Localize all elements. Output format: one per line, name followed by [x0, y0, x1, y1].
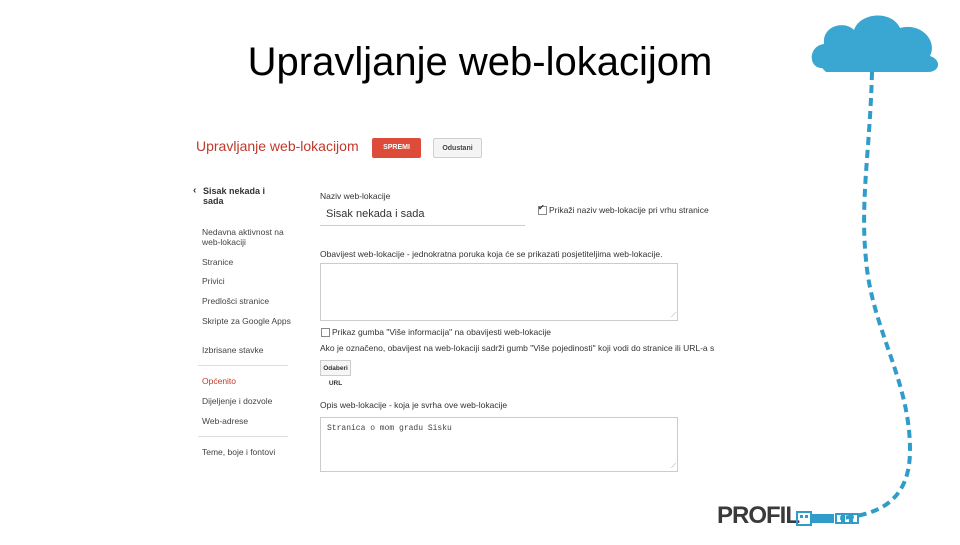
chevron-left-icon: ‹: [193, 185, 197, 196]
more-info-help: Ako je označeno, obavijest na web-lokaciji sadrži gumb "Više pojedinosti" koji vodi do stranice ili URL-a s: [320, 343, 715, 353]
cloud-icon: [800, 0, 960, 540]
usb-plug-icon: [796, 511, 866, 527]
site-name-nav: Sisak nekada i sada: [203, 186, 266, 206]
nav-page-templates[interactable]: Predlošci stranice: [202, 296, 270, 306]
select-url-button[interactable]: Odaberi URL: [320, 360, 351, 376]
site-name-label: Naziv web-lokacije: [320, 191, 391, 201]
nav-pages[interactable]: Stranice: [202, 257, 234, 267]
nav-divider: [198, 365, 288, 366]
nav-web-addresses[interactable]: Web-adrese: [202, 416, 249, 426]
nav-sharing[interactable]: Dijeljenje i dozvole: [202, 396, 273, 406]
nav-recent-activity[interactable]: Nedavna aktivnost na web-lokaciji: [202, 227, 284, 247]
more-info-label: Prikaz gumba "Više informacija" na obavijesti web-lokacije: [332, 327, 551, 337]
slide-title: Upravljanje web-lokacijom: [247, 40, 713, 84]
description-label: Opis web-lokacije - koja je svrha ove web-lokacije: [320, 400, 508, 410]
show-name-label: Prikaži naziv web-lokacije pri vrhu stranice: [549, 205, 709, 215]
save-button[interactable]: SPREMI: [372, 138, 421, 158]
screenshot-title: Upravljanje web-lokacijom: [196, 138, 359, 154]
nav-deleted-items[interactable]: Izbrisane stavke: [202, 345, 264, 355]
nav-themes[interactable]: Teme, boje i fontovi: [202, 447, 276, 457]
nav-apps-scripts[interactable]: Skripte za Google Apps: [202, 316, 291, 326]
embedded-screenshot: [190, 130, 750, 470]
profil-logo: PROFIL: [717, 502, 799, 529]
description-textarea[interactable]: [320, 417, 678, 472]
announcement-textarea[interactable]: [320, 263, 678, 321]
more-info-checkbox[interactable]: [321, 328, 330, 337]
nav-attachments[interactable]: Privici: [202, 276, 225, 286]
cancel-button[interactable]: Odustani: [433, 138, 482, 158]
show-name-checkbox[interactable]: [538, 206, 547, 215]
resize-grip-icon[interactable]: ⟋: [671, 312, 676, 319]
description-value: Stranica o mom gradu Sisku: [327, 424, 452, 433]
cloud-decoration: [800, 0, 960, 540]
resize-grip-icon[interactable]: ⟋: [671, 463, 676, 470]
nav-general[interactable]: Općenito: [202, 376, 237, 386]
site-name-input[interactable]: Sisak nekada i sada: [320, 208, 525, 226]
nav-divider: [198, 436, 288, 437]
announcement-label: Obavijest web-lokacije - jednokratna poruka koja će se prikazati posjetiteljima web-lokacije.: [320, 249, 663, 259]
